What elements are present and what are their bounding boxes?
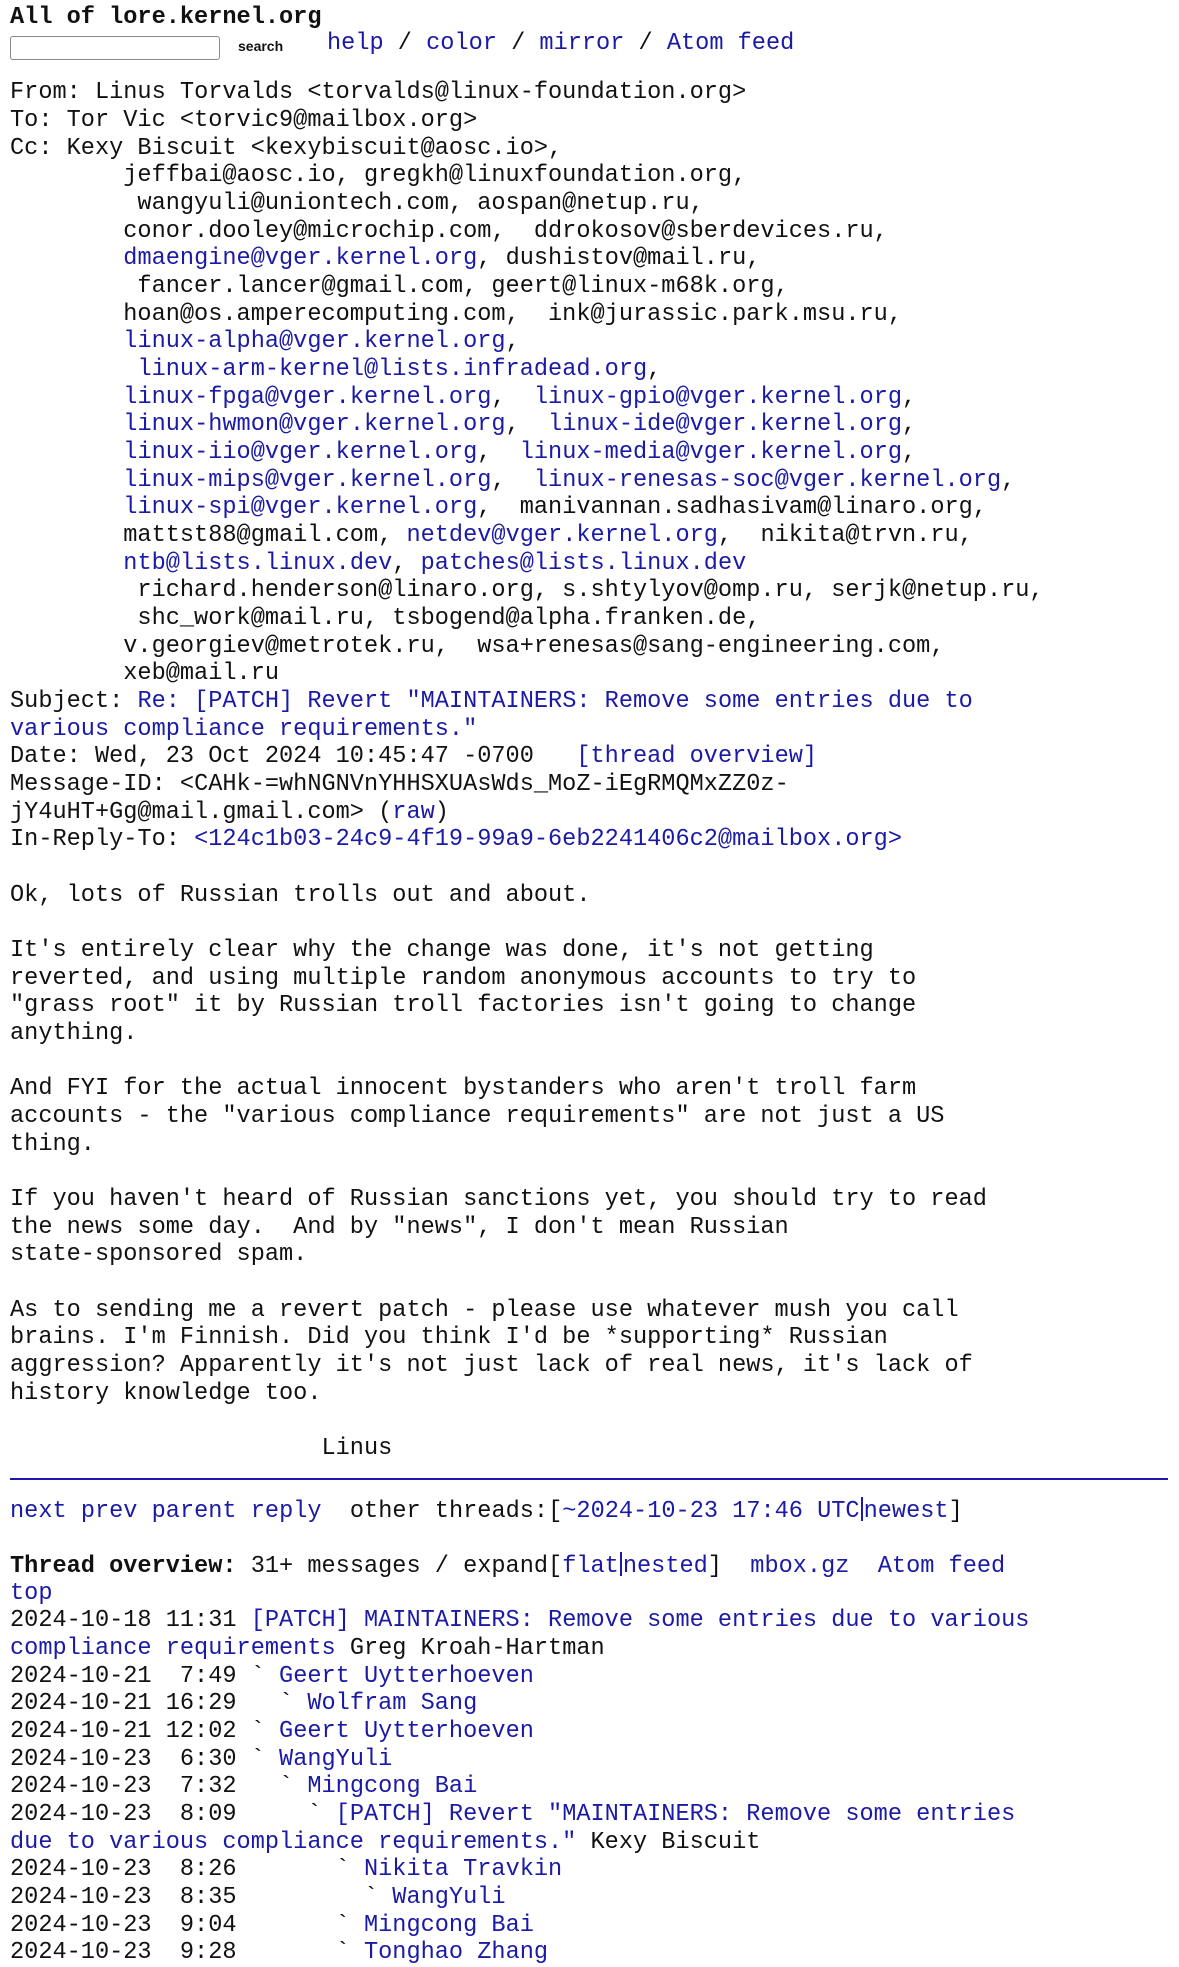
cc-line: ntb@lists.linux.dev, patches@lists.linux.dev <box>123 550 747 577</box>
date-label: Date: <box>10 743 95 770</box>
cc-address: nikita@trvn.ru, <box>760 522 973 549</box>
cc-line: linux-spi@vger.kernel.org, manivannan.sadhasivam@linaro.org, <box>123 494 987 521</box>
cc-link[interactable]: patches@lists.linux.dev <box>420 550 747 577</box>
body-line: It's entirely clear why the change was done, it's not getting <box>10 937 874 964</box>
cc-line: linux-mips@vger.kernel.org, linux-renesas-soc@vger.kernel.org, <box>123 467 1016 494</box>
cc-link[interactable]: linux-media@vger.kernel.org <box>519 439 903 466</box>
message-id-line <box>10 771 789 799</box>
separator-bar <box>620 1552 622 1576</box>
cc-line: jeffbai@aosc.io, gregkh@linuxfoundation.org, <box>10 162 747 189</box>
cc-line <box>10 135 562 163</box>
header-nav <box>327 30 794 58</box>
from-line <box>10 79 746 107</box>
thread-entry-author: Kexy Biscuit <box>576 1829 761 1856</box>
thread-entry-date: 2024-10-23 7:32 <box>10 1773 251 1800</box>
cc-line: linux-alpha@vger.kernel.org, <box>123 328 520 355</box>
cc-link[interactable]: linux-ide@vger.kernel.org <box>548 411 903 438</box>
flat-link[interactable]: flat <box>562 1553 619 1580</box>
cc-link[interactable]: linux-renesas-soc@vger.kernel.org <box>533 467 1002 494</box>
separator-bar <box>861 1497 863 1521</box>
cc-link[interactable]: linux-mips@vger.kernel.org <box>123 467 492 494</box>
next-link[interactable]: next <box>10 1498 67 1525</box>
body-line: aggression? Apparently it's not just lack of real news, it's lack of <box>10 1352 973 1379</box>
thread-entry-date: 2024-10-23 9:04 <box>10 1912 251 1939</box>
top-link[interactable]: top <box>10 1580 53 1607</box>
thread-entry-tree: ` <box>250 1690 308 1717</box>
body-line: brains. I'm Finnish. Did you think I'd be *supporting* Russian <box>10 1324 888 1351</box>
thread-entry <box>10 1939 548 1967</box>
top-line <box>10 1580 52 1608</box>
thread-entry-tree: ` <box>250 1773 308 1800</box>
thread-entry <box>10 1773 477 1801</box>
footer-nav <box>10 1497 963 1526</box>
body-line: anything. <box>10 1020 138 1047</box>
thread-entry-tree: ` <box>250 1856 364 1883</box>
cc-address: dushistov@mail.ru, <box>505 245 761 272</box>
other-threads-date-link[interactable]: ~2024-10-23 17:46 UTC <box>562 1498 860 1525</box>
date-value: Wed, 23 Oct 2024 10:45:47 -0700 <box>94 743 534 770</box>
body-line: state-sponsored spam. <box>10 1241 308 1268</box>
cc-address: mattst88@gmail.com, <box>10 522 393 549</box>
body-line: accounts - the "various compliance requirements" are not just a US <box>10 1103 945 1130</box>
mbox-link[interactable]: mbox.gz <box>750 1553 850 1580</box>
message-id-value: <CAHk-=whNGNVnYHHSXUAsWds_MoZ-iEgRMQMxZZ0z- <box>179 771 789 798</box>
nav-separator: / <box>624 30 667 57</box>
cc-line: linux-fpga@vger.kernel.org, linux-gpio@vger.kernel.org, <box>123 384 917 411</box>
from-label: From: <box>10 79 95 106</box>
thread-overview-link[interactable]: [thread overview] <box>576 743 818 770</box>
body-line: history knowledge too. <box>10 1380 322 1407</box>
newest-link[interactable]: newest <box>863 1498 949 1525</box>
from-value: Linus Torvalds <torvalds@linux-foundation.org> <box>94 79 747 106</box>
thread-entry-date: 2024-10-23 8:26 <box>10 1856 251 1883</box>
message-id-value: jY4uHT+Gg@mail.gmail.com> <box>10 799 364 826</box>
thread-entry-date: 2024-10-23 6:30 <box>10 1746 251 1773</box>
body-line: And FYI for the actual innocent bystanders who aren't troll farm <box>10 1075 917 1102</box>
page-title: All of lore.kernel.org <box>10 4 322 31</box>
thread-entry-date: 2024-10-23 8:09 <box>10 1801 251 1828</box>
to-value: Tor Vic <torvic9@mailbox.org> <box>66 107 478 134</box>
body-line: As to sending me a revert patch - please use whatever mush you call <box>10 1297 959 1324</box>
body-line: "grass root" it by Russian troll factories isn't going to change <box>10 992 917 1019</box>
in-reply-to-line <box>10 826 902 854</box>
thread-entry-link[interactable]: [PATCH] Revert "MAINTAINERS: Remove some entries <box>335 1801 1016 1828</box>
thread-entry-link[interactable]: Wolfram Sang <box>307 1690 478 1717</box>
subject-link[interactable]: Re: [PATCH] Revert "MAINTAINERS: Remove some entries due to <box>137 688 973 715</box>
date-line <box>10 743 817 771</box>
help-link[interactable]: help <box>327 30 384 57</box>
cc-line: fancer.lancer@gmail.com, geert@linux-m68k.org, <box>10 273 789 300</box>
in-reply-to-label: In-Reply-To: <box>10 826 195 853</box>
thread-entry-link[interactable]: Nikita Travkin <box>363 1856 563 1883</box>
thread-entry-date: 2024-10-23 8:35 <box>10 1884 251 1911</box>
thread-entry-tree: ` <box>250 1912 364 1939</box>
reply-link[interactable]: reply <box>250 1498 322 1525</box>
subject-link[interactable]: various compliance requirements." <box>10 716 478 743</box>
parent-link[interactable]: parent <box>151 1498 237 1525</box>
thread-entry <box>10 1829 760 1857</box>
cc-value: Kexy Biscuit <kexybiscuit@aosc.io>, <box>66 135 563 162</box>
thread-entry <box>10 1912 534 1940</box>
thread-entry-tree: ` <box>250 1663 280 1690</box>
cc-address: manivannan.sadhasivam@linaro.org, <box>519 494 987 521</box>
search-button[interactable]: search <box>238 38 284 54</box>
thread-entry-tree: ` <box>250 1746 280 1773</box>
body-line: thing. <box>10 1131 95 1158</box>
bracket: ] <box>948 1498 963 1525</box>
cc-line: dmaengine@vger.kernel.org, dushistov@mail.ru, <box>123 245 761 272</box>
cc-line: wangyuli@uniontech.com, aospan@netup.ru, <box>10 190 704 217</box>
cc-link[interactable]: linux-alpha@vger.kernel.org <box>123 328 506 355</box>
thread-entry-link[interactable]: WangYuli <box>392 1884 506 1911</box>
thread-entry-date: 2024-10-21 12:02 <box>10 1718 251 1745</box>
thread-entry <box>10 1746 392 1774</box>
cc-link[interactable]: linux-hwmon@vger.kernel.org <box>123 411 506 438</box>
signature: Linus <box>10 1435 393 1462</box>
thread-entry-tree: ` <box>250 1718 280 1745</box>
thread-overview-title: Thread overview: <box>10 1553 237 1580</box>
atom-feed-link[interactable]: Atom feed <box>877 1553 1006 1580</box>
mirror-link[interactable]: mirror <box>539 30 625 57</box>
atom-feed-link[interactable]: Atom feed <box>666 30 795 57</box>
thread-entry-date: 2024-10-21 7:49 <box>10 1663 251 1690</box>
raw-link[interactable]: raw <box>392 799 435 826</box>
search-input[interactable] <box>10 36 220 60</box>
thread-entry <box>10 1801 1015 1829</box>
thread-entry <box>10 1690 477 1718</box>
thread-entry-link[interactable]: Geert Uytterhoeven <box>279 1663 534 1690</box>
thread-entry-link[interactable]: Mingcong Bai <box>307 1773 478 1800</box>
thread-entry-link[interactable]: Geert Uytterhoeven <box>279 1718 534 1745</box>
thread-entry-tree: ` <box>250 1884 393 1911</box>
cc-link[interactable]: linux-iio@vger.kernel.org <box>123 439 478 466</box>
divider <box>10 1478 1168 1480</box>
to-line <box>10 107 477 135</box>
in-reply-to-link[interactable]: <124c1b03-24c9-4f19-99a9-6eb2241406c2@mailbox.org> <box>194 826 902 853</box>
thread-entry-tree: ` <box>250 1939 364 1966</box>
thread-entry-date: 2024-10-23 9:28 <box>10 1939 251 1966</box>
thread-entry <box>10 1856 562 1884</box>
thread-entry-date: 2024-10-21 16:29 <box>10 1690 251 1717</box>
message-id-line: jY4uHT+Gg@mail.gmail.com> (raw) <box>10 799 449 826</box>
cc-line: shc_work@mail.ru, tsbogend@alpha.franken.de, <box>10 605 761 632</box>
thread-entry-link[interactable]: Tonghao Zhang <box>363 1939 549 1966</box>
cc-line: hoan@os.amperecomputing.com, ink@jurassic.park.msu.ru, <box>10 301 902 328</box>
body-line: If you haven't heard of Russian sanctions yet, you should try to read <box>10 1186 987 1213</box>
thread-overview-header <box>10 1552 1005 1581</box>
subject-line <box>10 716 477 744</box>
cc-label: Cc: <box>10 135 67 162</box>
cc-line: conor.dooley@microchip.com, ddrokosov@sberdevices.ru, <box>10 218 888 245</box>
thread-entry-link[interactable]: due to various compliance requirements." <box>10 1829 577 1856</box>
prev-link[interactable]: prev <box>80 1498 138 1525</box>
cc-line: linux-arm-kernel@lists.infradead.org, <box>137 356 662 383</box>
cc-link[interactable]: linux-gpio@vger.kernel.org <box>533 384 903 411</box>
to-label: To: <box>10 107 67 134</box>
nested-link[interactable]: nested <box>622 1553 708 1580</box>
thread-entry <box>10 1607 1029 1635</box>
thread-entry <box>10 1718 534 1746</box>
thread-entry-author: Greg Kroah-Hartman <box>335 1635 605 1662</box>
bracket: ] <box>707 1553 722 1580</box>
thread-entry-tree: ` <box>250 1801 336 1828</box>
subject-line <box>10 688 973 716</box>
cc-link[interactable]: linux-fpga@vger.kernel.org <box>123 384 492 411</box>
cc-link[interactable]: netdev@vger.kernel.org <box>406 522 718 549</box>
color-link[interactable]: color <box>426 30 497 57</box>
cc-line: richard.henderson@linaro.org, s.shtylyov@omp.ru, serjk@netup.ru, <box>10 577 1044 604</box>
cc-line: v.georgiev@metrotek.ru, wsa+renesas@sang-engineering.com, <box>10 633 945 660</box>
body-line: reverted, and using multiple random anonymous accounts to try to <box>10 965 917 992</box>
body-line: Ok, lots of Russian trolls out and about. <box>10 882 591 909</box>
thread-entry <box>10 1884 506 1912</box>
cc-line: xeb@mail.ru <box>10 660 280 687</box>
subject-label: Subject: <box>10 688 138 715</box>
thread-entry-link[interactable]: compliance requirements <box>10 1635 336 1662</box>
body-line: the news some day. And by "news", I don't mean Russian <box>10 1214 789 1241</box>
cc-line: linux-hwmon@vger.kernel.org, linux-ide@vger.kernel.org, <box>123 411 917 438</box>
thread-count: 31+ messages / expand[ <box>236 1553 563 1580</box>
thread-entry-link[interactable]: [PATCH] MAINTAINERS: Remove some entries due to various <box>250 1607 1030 1634</box>
other-threads-label: other threads:[ <box>349 1498 563 1525</box>
message-id-label: Message-ID: <box>10 771 180 798</box>
cc-link[interactable]: linux-arm-kernel@lists.infradead.org <box>137 356 648 383</box>
thread-entry-link[interactable]: WangYuli <box>279 1746 393 1773</box>
cc-link[interactable]: dmaengine@vger.kernel.org <box>123 245 478 272</box>
thread-entry-date: 2024-10-18 11:31 <box>10 1607 251 1634</box>
cc-line: mattst88@gmail.com, netdev@vger.kernel.org, nikita@trvn.ru, <box>10 522 973 549</box>
nav-separator: / <box>383 30 427 57</box>
thread-entry <box>10 1635 605 1663</box>
cc-link[interactable]: linux-spi@vger.kernel.org <box>123 494 478 521</box>
cc-link[interactable]: ntb@lists.linux.dev <box>123 550 393 577</box>
nav-separator: / <box>496 30 540 57</box>
thread-entry-link[interactable]: Mingcong Bai <box>363 1912 534 1939</box>
cc-line: linux-iio@vger.kernel.org, linux-media@vger.kernel.org, <box>123 439 917 466</box>
thread-entry <box>10 1663 534 1691</box>
